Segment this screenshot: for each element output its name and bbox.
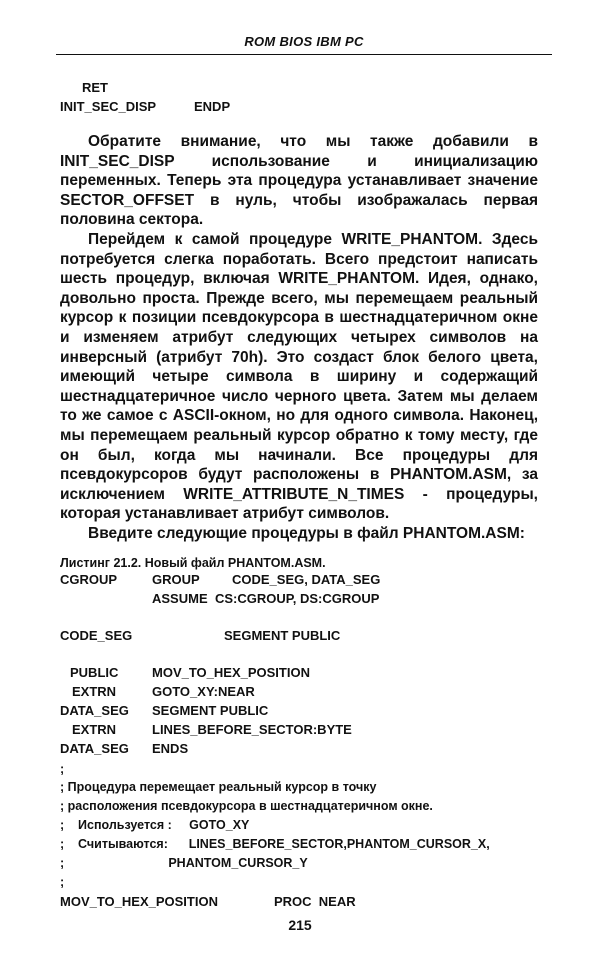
- listing-comment: ;: [60, 762, 65, 776]
- paragraph-1: Обратите внимание, что мы также добавили в INIT_SEC_DISP использование и инициализацию переменных. Теперь эта процедура устанавливает значение SECTOR_OFFSET в нуль, чтобы изображалась первая половина сектора.: [60, 133, 538, 229]
- body-text: [60, 132, 538, 543]
- code-endp: ENDP: [194, 99, 231, 114]
- paragraph-2: Перейдем к самой процедуре WRITE_PHANTOM. Здесь потребуется слегка поработать. Всего предстоит написать шесть процедур, включая WRITE_PHANTOM. Идея, однако, довольно проста. Прежде всего, мы перемещаем реальный курсор к позиции псевдокурсора в шестнадцатеричном окне и изменяем атрибут следующих четырех символов на инверсный (атрибут 70h). Это создаст блок белого цвета, имеющий четыре символа в ширину и содержащий шестнадцатеричное число черного цвета. Затем мы делаем то же самое с ASCII-окном, но для одного символа. Наконец, мы перемещаем реальный курсор обратно к тому месту, где он был, когда мы начинали. Все процедуры для псевдокурсоров будут расположены в PHANTOM.ASM, за исключением WRITE_ATTRIBUTE_N_TIMES - процедуры, которая устанавливает атрибут символов.: [60, 230, 538, 523]
- listing-operand: SEGMENT PUBLIC: [224, 628, 341, 643]
- code-ret: RET: [82, 80, 108, 95]
- paragraph-3: Введите следующие процедуры в файл PHANTOM.ASM:: [88, 524, 525, 542]
- listing-comment: ; расположения псевдокурсора в шестнадцатеричном окне.: [60, 799, 433, 813]
- listing-label: CODE_SEG: [60, 628, 133, 643]
- listing-op: MOV_TO_HEX_POSITION: [152, 665, 310, 680]
- listing-op: SEGMENT PUBLIC: [152, 703, 269, 718]
- listing-comment: ;: [60, 875, 65, 889]
- listing-label: CGROUP: [60, 572, 118, 587]
- listing-op: ENDS: [152, 741, 189, 756]
- listing-op: PROC NEAR: [274, 894, 356, 909]
- listing-op: ASSUME: [152, 591, 208, 606]
- listing-label: MOV_TO_HEX_POSITION: [60, 894, 218, 909]
- listing-label: DATA_SEG: [60, 741, 129, 756]
- listing-op: GOTO_XY:NEAR: [152, 684, 255, 699]
- listing-label: PUBLIC: [70, 665, 119, 680]
- listing-comment: ; Процедура перемещает реальный курсор в точку: [60, 780, 377, 794]
- listing-comment: ; PHANTOM_CURSOR_Y: [60, 856, 308, 870]
- listing-op: GROUP: [152, 572, 200, 587]
- listing-operand: CS:CGROUP, DS:CGROUP: [215, 591, 380, 606]
- code-init-sec-disp-label: INIT_SEC_DISP: [60, 99, 157, 114]
- listing-op: LINES_BEFORE_SECTOR:BYTE: [152, 722, 352, 737]
- listing-label: EXTRN: [72, 684, 117, 699]
- listing-operand: CODE_SEG, DATA_SEG: [232, 572, 381, 587]
- listing-comment: ; Используется : GOTO_XY: [60, 818, 250, 832]
- listing-label: DATA_SEG: [60, 703, 129, 718]
- listing-comment: ; Считываются: LINES_BEFORE_SECTOR,PHANTOM_CURSOR_X,: [60, 837, 490, 851]
- page-number: 215: [288, 917, 312, 933]
- running-header: ROM BIOS IBM PC: [244, 34, 364, 49]
- listing-label: EXTRN: [72, 722, 117, 737]
- header-rule: [56, 54, 552, 55]
- listing-caption: Листинг 21.2. Новый файл PHANTOM.ASM.: [60, 556, 326, 570]
